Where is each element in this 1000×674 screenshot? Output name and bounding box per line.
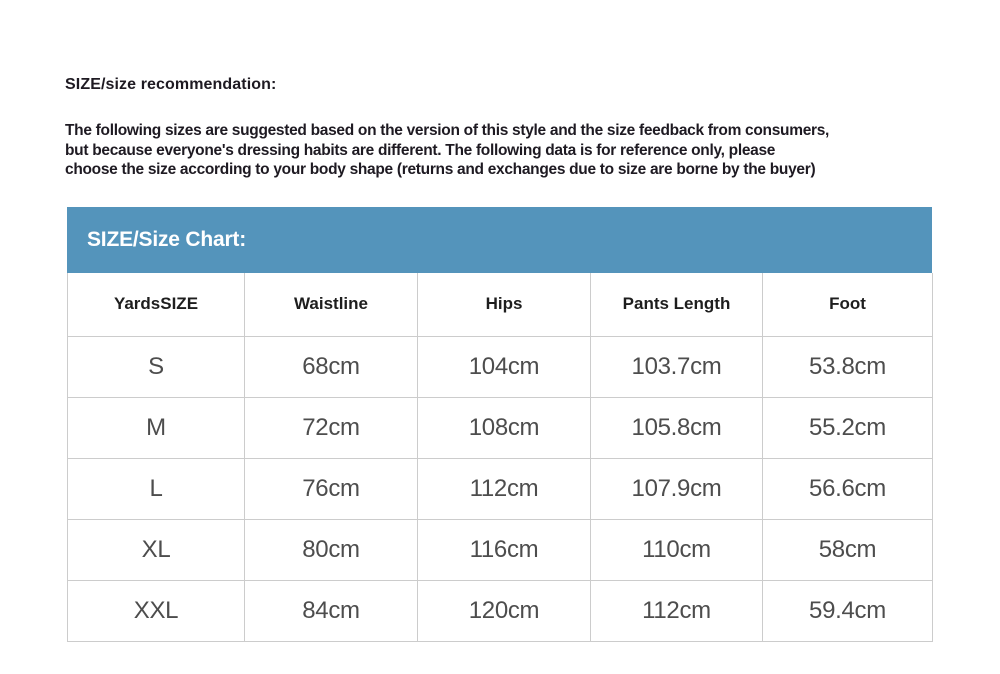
foot-value: 58cm (763, 519, 933, 580)
recommendation-heading: SIZE/size recommendation: (65, 76, 277, 93)
waistline-value: 84cm (245, 580, 418, 641)
size-label: XXL (68, 580, 245, 641)
foot-value: 56.6cm (763, 458, 933, 519)
recommendation-line-2: but because everyone's dressing habits are different. The following data is for reference only, please (65, 141, 776, 159)
size-row-xl (68, 519, 933, 580)
waistline-value: 72cm (245, 397, 418, 458)
size-row-l (68, 458, 933, 519)
pants-length-value: 112cm (591, 580, 763, 641)
size-table (67, 273, 933, 642)
recommendation-line-1: The following sizes are suggested based on the version of this style and the size feedback from consumers, (65, 122, 830, 139)
column-header-pants-length: Pants Length (591, 273, 763, 336)
column-header-waistline: Waistline (245, 273, 418, 336)
waistline-value: 68cm (245, 336, 418, 397)
pants-length-value: 103.7cm (591, 336, 763, 397)
foot-value: 55.2cm (763, 397, 933, 458)
size-label: M (68, 397, 245, 458)
size-label: XL (68, 519, 245, 580)
column-header-foot: Foot (763, 273, 933, 336)
size-chart-title: SIZE/Size Chart: (87, 228, 246, 251)
hips-value: 108cm (418, 397, 591, 458)
pants-length-value: 110cm (591, 519, 763, 580)
column-header-hips: Hips (418, 273, 591, 336)
size-row-m (68, 397, 933, 458)
pants-length-value: 105.8cm (591, 397, 763, 458)
hips-value: 116cm (418, 519, 591, 580)
size-row-xxl (68, 580, 933, 641)
foot-value: 53.8cm (763, 336, 933, 397)
size-label: L (68, 458, 245, 519)
recommendation-line-3: choose the size according to your body shape (returns and exchanges due to size are borne by the buyer) (65, 161, 816, 178)
waistline-value: 76cm (245, 458, 418, 519)
hips-value: 112cm (418, 458, 591, 519)
foot-value: 59.4cm (763, 580, 933, 641)
recommendation-text (65, 121, 829, 180)
size-chart-title-bar (67, 207, 932, 273)
size-table-header-row (68, 273, 933, 336)
size-chart-section (67, 207, 932, 642)
pants-length-value: 107.9cm (591, 458, 763, 519)
waistline-value: 80cm (245, 519, 418, 580)
column-header-size: YardsSIZE (68, 273, 245, 336)
size-row-s (68, 336, 933, 397)
size-label: S (68, 336, 245, 397)
hips-value: 120cm (418, 580, 591, 641)
hips-value: 104cm (418, 336, 591, 397)
